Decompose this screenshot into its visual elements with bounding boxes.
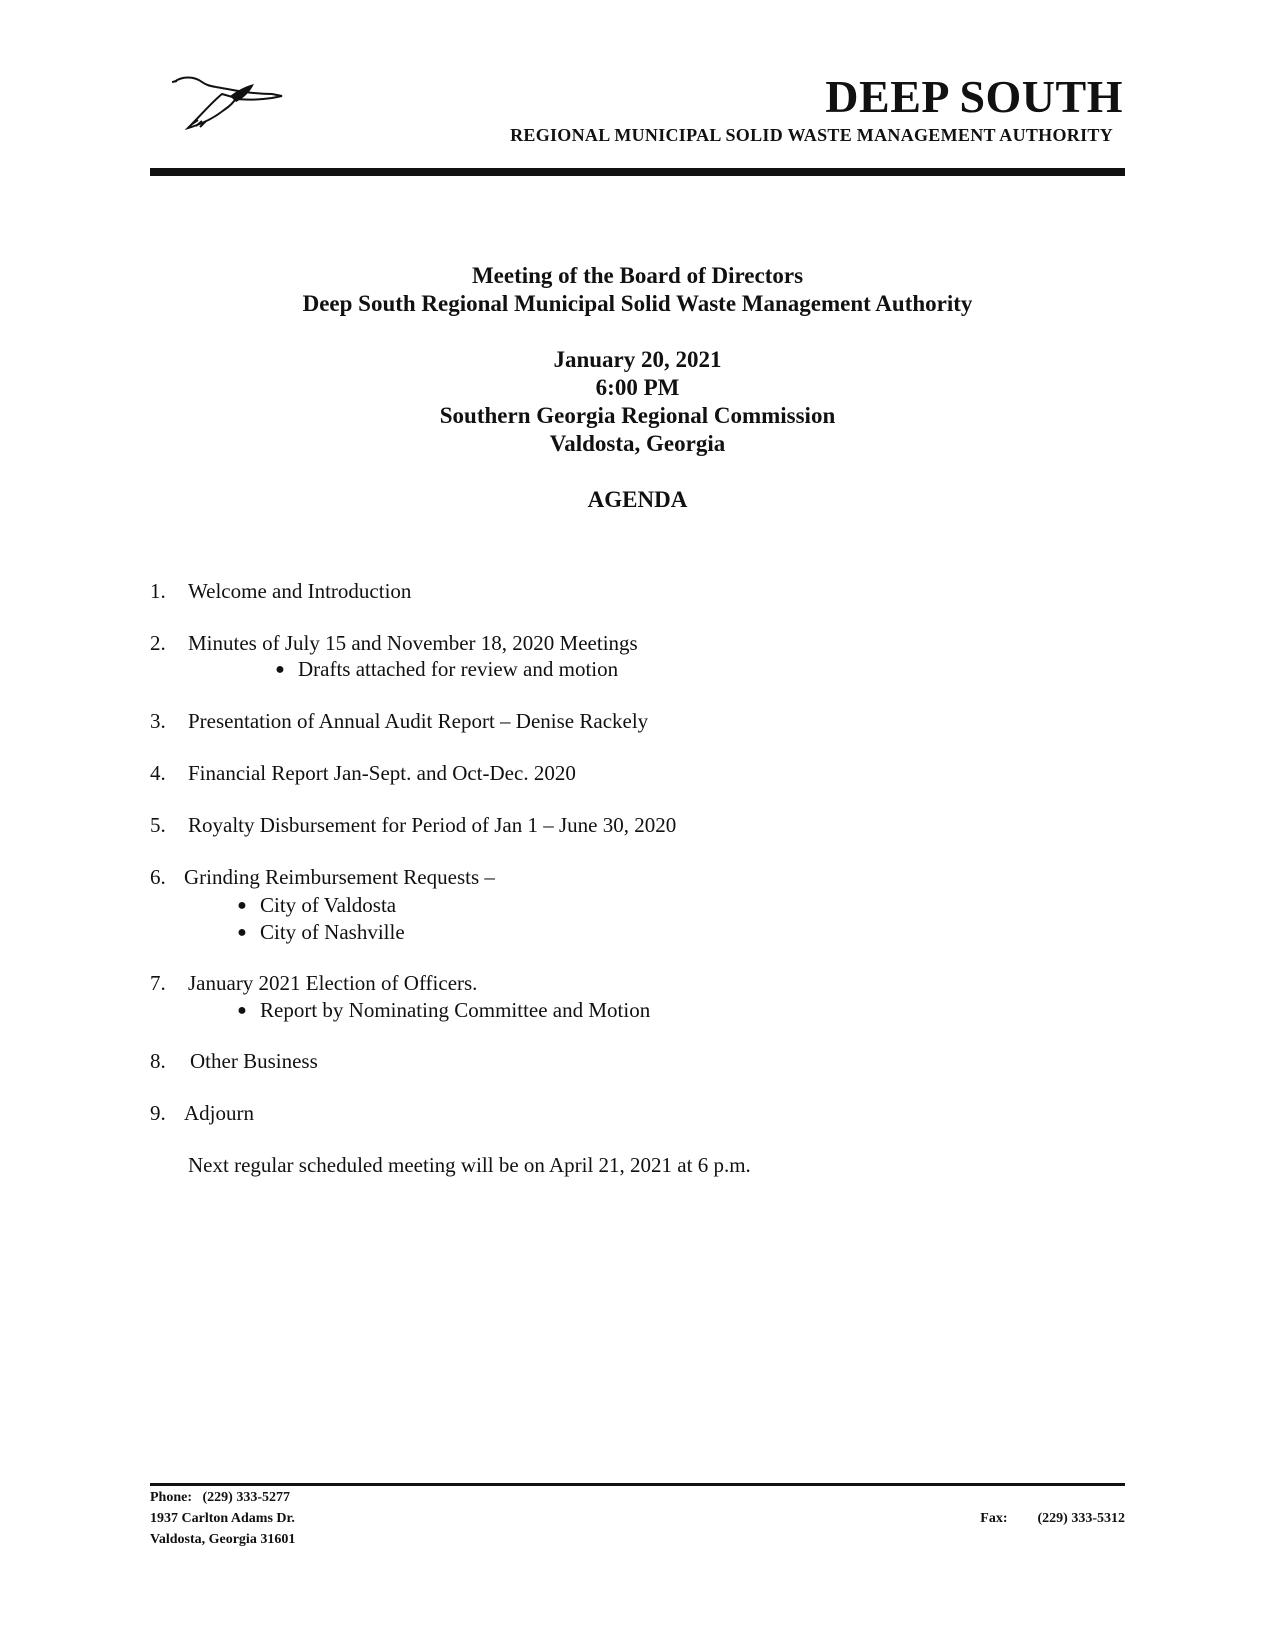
footer-address-line2: Valdosta, Georgia 31601 [150,1532,296,1547]
agenda-sub-item: ● City of Valdosta [224,892,396,919]
agenda-item-5 [150,812,676,838]
agenda-item-number: 6. [150,865,166,889]
meeting-title: Meeting of the Board of Directors [471,263,804,288]
authority-name: Deep South Regional Municipal Solid Waste Management Authority [302,291,973,316]
agenda-item-4 [150,760,576,786]
agenda-item-text: Adjourn [184,1101,254,1125]
agenda-item-text: Grinding Reimbursement Requests – [184,865,495,889]
agenda-item-text: Welcome and Introduction [188,579,412,603]
footer-divider [150,1483,1125,1486]
heron-bird-icon [172,72,284,132]
phone-number: (229) 333-5277 [202,1490,290,1505]
agenda-item-number: 4. [150,761,166,785]
agenda-item-text: Financial Report Jan-Sept. and Oct-Dec. 2020 [188,761,576,785]
bullet-icon: ● [237,1002,247,1019]
agenda-item-8 [150,1048,318,1074]
agenda-item-text: Royalty Disbursement for Period of Jan 1 – June 30, 2020 [188,813,677,837]
agenda-item-2 [150,630,638,656]
agenda-item-number: 7. [150,971,166,995]
fax-number: (229) 333-5312 [1037,1511,1125,1526]
agenda-item-6 [150,864,495,890]
meeting-venue: Southern Georgia Regional Commission [439,403,836,428]
agenda-item-text: Presentation of Annual Audit Report – Denise Rackely [188,709,649,733]
agenda-item-number: 2. [150,631,166,655]
agenda-item-text: Other Business [190,1049,318,1073]
agenda-sub-item: ● Drafts attached for review and motion [262,656,618,683]
next-meeting-note: Next regular scheduled meeting will be on April 21, 2021 at 6 p.m. [188,1153,751,1177]
footer-address-line1: 1937 Carlton Adams Dr. [150,1511,295,1526]
agenda-item-7 [150,970,477,996]
meeting-time: 6:00 PM [595,375,680,400]
meeting-city: Valdosta, Georgia [549,431,726,456]
agenda-item-number: 9. [150,1101,166,1125]
bullet-icon: ● [237,897,247,914]
agenda-item-number: 3. [150,709,166,733]
agenda-item-number: 5. [150,813,166,837]
agenda-item-number: 1. [150,579,166,603]
phone-label: Phone: [150,1490,192,1505]
bullet-icon: ● [237,924,247,941]
fax-label: Fax: [980,1511,1008,1526]
agenda-heading: AGENDA [587,487,688,512]
footer-contact [150,1487,295,1550]
footer-fax [980,1508,1125,1529]
agenda-item-text: Minutes of July 15 and November 18, 2020 Meetings [188,631,638,655]
meeting-date: January 20, 2021 [553,347,722,372]
meeting-title-block [150,262,1125,514]
footer-phone [150,1487,295,1508]
agenda-item-text: January 2021 Election of Officers. [188,971,478,995]
organization-name: DEEP SOUTH [825,71,1123,122]
agenda-item-1 [150,578,411,604]
organization-subtitle: REGIONAL MUNICIPAL SOLID WASTE MANAGEMENT AUTHORITY [510,125,1113,145]
agenda-sub-item: ● Report by Nominating Committee and Motion [224,997,650,1024]
bullet-icon: ● [275,661,285,678]
header-divider [150,168,1125,176]
agenda-item-9 [150,1100,254,1126]
agenda-item-number: 8. [150,1049,166,1073]
agenda-item-3 [150,708,648,734]
agenda-sub-item: ● City of Nashville [224,919,405,946]
